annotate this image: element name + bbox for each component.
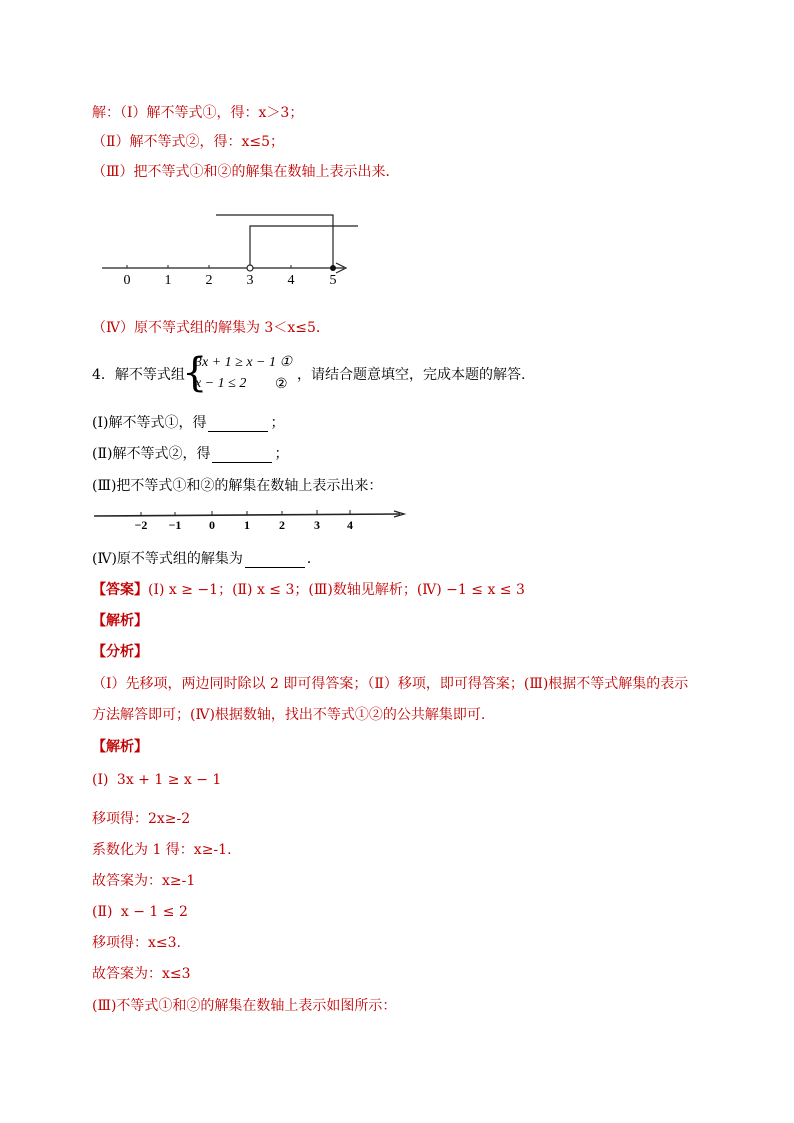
- answer-blank-4[interactable]: [245, 553, 305, 568]
- sol-part-2-label: (Ⅱ): [92, 904, 113, 920]
- brace-symbol: {: [182, 350, 208, 396]
- fenxi-line-1: （Ⅰ）先移项，两边同时除以 2 即可得答案；（Ⅱ）移项，即可得答案；(Ⅲ)根据不等式解集的表示: [92, 676, 689, 692]
- sol-part-1-c: 故答案为：x≥-1: [92, 873, 196, 889]
- closed-dot-5: [330, 265, 336, 271]
- analysis-heading-2: 【解析】: [92, 739, 148, 755]
- tick-label: −1: [168, 518, 182, 532]
- tick-label: 5: [329, 273, 337, 288]
- tick-label: 0: [123, 273, 131, 288]
- sol-part-1-label: (Ⅰ): [92, 772, 109, 788]
- sol-part-2-a: 移项得：x≤3.: [92, 935, 181, 951]
- step-2: [92, 445, 288, 463]
- solution-line-2: （Ⅱ）解不等式②，得：x≤5；: [92, 134, 285, 150]
- sol-part-2-b: 故答案为：x≤3: [92, 966, 191, 982]
- sol-part-2: [92, 903, 188, 921]
- analysis-heading: 【解析】: [92, 613, 148, 629]
- number-line-1: [96, 208, 366, 290]
- fenxi-heading: 【分析】: [92, 644, 148, 660]
- tick-label: 4: [287, 273, 295, 288]
- solution-bracket-gt3: [250, 226, 358, 268]
- sol-part-1-eq: 3x + 1 ≥ x − 1: [116, 772, 222, 788]
- answer-blank-2[interactable]: [212, 448, 272, 463]
- step-4: [92, 550, 321, 568]
- number-line-2: [92, 505, 412, 535]
- solution-line-3: （Ⅲ）把不等式①和②的解集在数轴上表示出来．: [92, 164, 400, 180]
- tick-label: 0: [209, 518, 215, 532]
- step-1: [92, 414, 284, 432]
- solution-line-4: （Ⅳ）原不等式组的解集为 3＜x≤5．: [92, 320, 330, 336]
- open-dot-3: [247, 265, 253, 271]
- sol-part-1: [92, 771, 221, 789]
- inequality-2-mark: ②: [275, 377, 288, 392]
- fenxi-line-2: 方法解答即可；(Ⅳ)根据数轴，找出不等式①②的公共解集即可.: [92, 707, 486, 723]
- answer-text: (Ⅰ) x ≥ −1；(Ⅱ) x ≤ 3；(Ⅲ)数轴见解析；(Ⅳ) −1 ≤ x ≤ 3: [148, 582, 525, 598]
- step-4-suffix: ．: [306, 551, 321, 567]
- step-2-text: (Ⅱ)解不等式②，得: [92, 446, 211, 462]
- step-4-text: (Ⅳ)原不等式组的解集为: [92, 551, 243, 567]
- question-4-tail: ，请结合题意填空，完成本题的解答.: [297, 367, 526, 383]
- sol-part-2-eq: x − 1 ≤ 2: [120, 904, 188, 920]
- sol-part-1-b: 系数化为 1 得：x≥-1.: [92, 842, 232, 858]
- tick-label: 2: [205, 273, 213, 288]
- sol-part-1-a: 移项得：2x≥-2: [92, 811, 191, 827]
- step-2-suffix: ；: [274, 446, 289, 462]
- inequality-1: 3x + 1 ≥ x − 1 ①: [195, 355, 293, 370]
- tick-label: 1: [164, 273, 172, 288]
- step-1-suffix: ；: [270, 415, 285, 431]
- step-3: (Ⅲ)把不等式①和②的解集在数轴上表示出来：: [92, 478, 383, 494]
- answer-blank-1[interactable]: [208, 417, 268, 432]
- solution-bracket-le5: [216, 215, 333, 268]
- solution-line-1: 解：（Ⅰ）解不等式①，得：x＞3；: [92, 105, 304, 121]
- tick-label: 2: [279, 518, 285, 532]
- sol-part-3: (Ⅲ)不等式①和②的解集在数轴上表示如图所示：: [92, 998, 397, 1014]
- tick-label: 1: [244, 518, 250, 532]
- step-1-text: (Ⅰ)解不等式①，得: [92, 415, 207, 431]
- tick-label: 3: [246, 273, 254, 288]
- answer-line: [92, 581, 525, 599]
- answer-label: 【答案】: [92, 582, 148, 598]
- inequality-2: x − 1 ≤ 2: [195, 376, 247, 391]
- tick-label: 3: [314, 518, 320, 532]
- tick-label: 4: [347, 518, 353, 532]
- tick-label: −2: [134, 518, 148, 532]
- question-4-intro: 4．解不等式组: [92, 367, 185, 383]
